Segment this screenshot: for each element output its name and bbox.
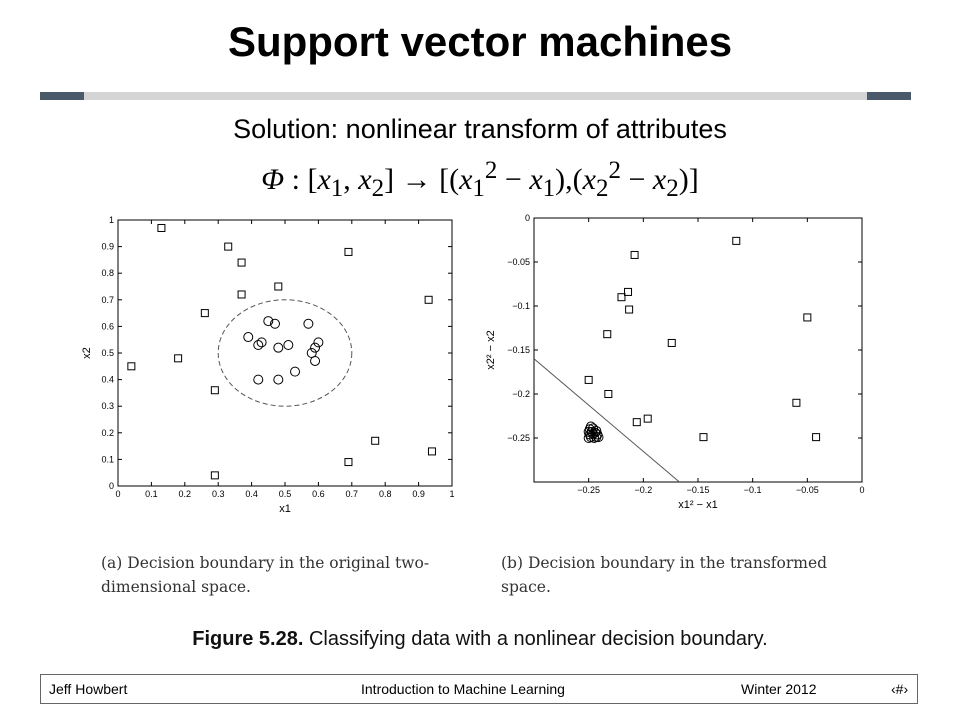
formula-comma: , xyxy=(343,163,359,196)
square-point xyxy=(793,399,800,406)
y-tick-label: 0.6 xyxy=(101,321,114,332)
y-tick-label: 0.3 xyxy=(101,401,114,412)
square-point xyxy=(225,243,232,250)
square-point xyxy=(631,251,638,258)
circle-point xyxy=(311,356,320,365)
x-tick-label: −0.1 xyxy=(743,485,762,495)
formula-x1-sq: x xyxy=(459,163,473,196)
formula-x2-sub: 2 xyxy=(371,175,385,202)
x-tick-label: 0 xyxy=(115,489,121,499)
y-axis-label: x2² − x2 xyxy=(485,330,497,370)
square-point xyxy=(158,224,165,231)
slide-title: Support vector machines xyxy=(227,18,733,65)
formula-x1-sq-sup: 2 xyxy=(484,157,498,184)
x-tick-label: 0.9 xyxy=(412,489,425,499)
x-tick-label: 0.5 xyxy=(278,489,292,499)
y-tick-label: 0.1 xyxy=(101,454,114,465)
square-point xyxy=(813,434,820,441)
square-point xyxy=(733,237,740,244)
footer-author: Jeff Howbert xyxy=(49,681,128,697)
square-point xyxy=(211,387,218,394)
square-point xyxy=(625,288,632,295)
square-point xyxy=(238,259,245,266)
x-tick-label: 0.7 xyxy=(345,489,359,499)
footer-term: Winter 2012 xyxy=(741,681,817,697)
x-tick-label: 0.2 xyxy=(178,489,192,499)
square-point xyxy=(201,310,208,317)
circle-point xyxy=(291,367,300,376)
y-tick-label: −0.25 xyxy=(507,433,530,443)
x-tick-label: 0.6 xyxy=(312,489,325,499)
y-tick-label: 0.2 xyxy=(101,427,114,438)
formula-colon-bracket: : [ xyxy=(284,163,318,196)
formula-phi: Φ xyxy=(261,163,285,196)
caption-a: (a) Decision boundary in the original two-dimensional space. xyxy=(101,554,430,596)
formula-minus-1: − xyxy=(497,163,530,196)
y-tick-label: 0.4 xyxy=(101,374,114,385)
x-tick-label: −0.2 xyxy=(634,485,653,495)
x-tick-label: −0.05 xyxy=(795,485,819,495)
y-tick-label: 0.5 xyxy=(101,348,114,358)
formula-x1-lin-sub: 1 xyxy=(542,175,556,202)
formula-x2: x xyxy=(358,163,372,196)
y-tick-label: −0.05 xyxy=(507,257,530,267)
formula-mid: ),( xyxy=(555,163,583,196)
formula-minus-2: − xyxy=(620,163,653,196)
x-tick-label: −0.25 xyxy=(577,485,601,495)
square-point xyxy=(618,294,625,301)
formula-x2-sq-sup: 2 xyxy=(608,157,621,184)
footer-page-number: ‹#› xyxy=(891,681,909,697)
circle-point xyxy=(304,319,313,328)
square-point xyxy=(633,419,640,426)
circle-point xyxy=(311,343,320,352)
square-point xyxy=(668,339,675,346)
y-tick-label: −0.1 xyxy=(512,301,530,311)
square-point xyxy=(644,415,651,422)
decision-boundary-line xyxy=(534,359,679,482)
formula-x1-lin: x xyxy=(529,163,543,196)
square-point xyxy=(211,472,218,479)
square-point xyxy=(425,296,432,303)
plot-frame xyxy=(534,218,862,482)
y-tick-label: −0.2 xyxy=(512,389,530,399)
x-tick-label: 1 xyxy=(449,489,455,499)
formula-x2-lin: x xyxy=(652,163,667,196)
y-tick-label: 1 xyxy=(108,215,114,225)
y-tick-label: 0.9 xyxy=(101,241,114,252)
square-point xyxy=(345,459,352,466)
square-point xyxy=(804,314,811,321)
formula-x1-sub: 1 xyxy=(330,175,344,202)
square-point xyxy=(175,355,182,362)
formula-x2-lin-sub: 2 xyxy=(666,175,679,202)
square-point xyxy=(275,283,282,290)
formula-end: )] xyxy=(678,163,699,196)
y-tick-label: 0 xyxy=(524,213,530,223)
chart-b xyxy=(485,213,865,511)
x-tick-label: −0.15 xyxy=(686,485,710,495)
x-tick-label: 0.3 xyxy=(211,489,225,499)
square-point xyxy=(585,376,592,383)
figure-caption-label: Figure 5.28. xyxy=(192,628,304,650)
x-tick-label: 0.4 xyxy=(245,489,258,499)
circle-point xyxy=(244,333,253,342)
formula-x2-sq-sub: 2 xyxy=(595,175,609,202)
footer-course: Introduction to Machine Learning xyxy=(361,681,565,697)
formula-x2-sq: x xyxy=(582,163,596,196)
circle-point xyxy=(284,341,293,350)
square-point xyxy=(605,391,612,398)
slide-footer xyxy=(40,674,918,704)
square-point xyxy=(626,306,633,313)
circle-point xyxy=(274,343,283,352)
figure-caption xyxy=(0,628,960,651)
y-tick-label: 0.7 xyxy=(101,294,114,305)
square-point xyxy=(238,291,245,298)
y-tick-label: 0 xyxy=(108,481,114,491)
square-point xyxy=(128,363,135,370)
square-point xyxy=(604,331,611,338)
square-point xyxy=(345,248,352,255)
circle-point xyxy=(274,375,283,384)
circle-point xyxy=(314,338,323,347)
plot-frame xyxy=(118,220,452,486)
formula-x1-sq-sub: 1 xyxy=(472,175,485,202)
formula-x1: x xyxy=(317,163,331,196)
formula-arrow: ] → [( xyxy=(384,163,460,196)
x-axis-label: x1 xyxy=(279,503,291,515)
x-axis-label: x1² − x1 xyxy=(678,499,718,511)
circle-point xyxy=(254,375,263,384)
y-axis-label: x2 xyxy=(81,347,93,359)
slide-subtitle: Solution: nonlinear transform of attributes xyxy=(233,114,727,144)
figure-caption-text: Classifying data with a nonlinear decision boundary. xyxy=(308,628,768,650)
y-tick-label: 0.8 xyxy=(101,268,114,279)
decision-boundary-ellipse xyxy=(218,300,352,406)
y-tick-label: −0.15 xyxy=(507,345,530,355)
x-tick-label: 0.1 xyxy=(145,489,158,499)
x-tick-label: 0.8 xyxy=(378,489,392,499)
square-point xyxy=(700,434,707,441)
chart-a xyxy=(81,215,455,515)
caption-b: (b) Decision boundary in the transformed space. xyxy=(501,554,828,596)
square-point xyxy=(372,437,379,444)
square-point xyxy=(428,448,435,455)
x-tick-label: 0 xyxy=(859,485,865,495)
